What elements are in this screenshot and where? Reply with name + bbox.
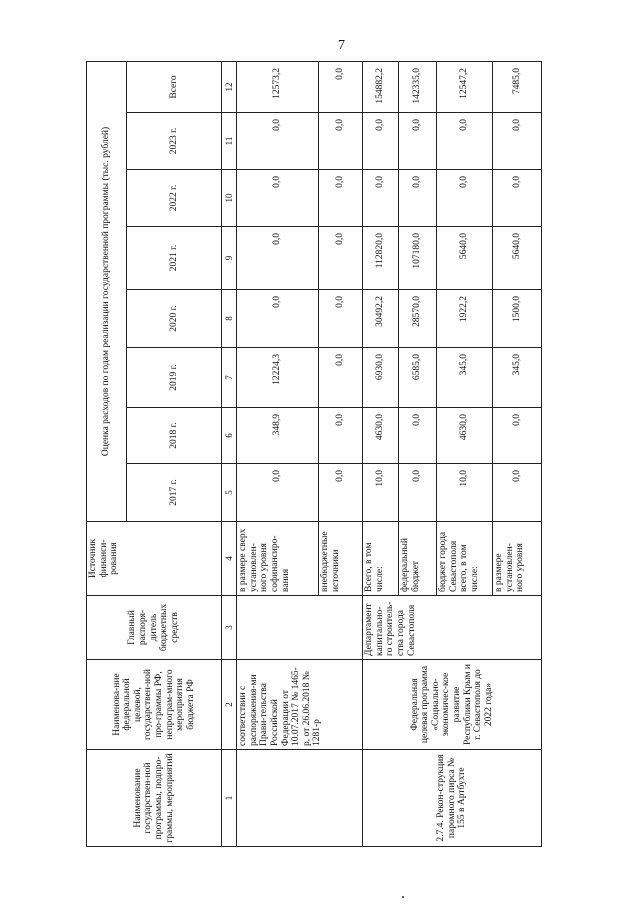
value-cell: 0,0 [399, 408, 437, 464]
value-cell: 348,9 [237, 408, 319, 464]
value-cell: 6585,0 [399, 348, 437, 408]
col-number: 9 [222, 227, 237, 290]
value-cell: 4630,0 [437, 408, 493, 464]
scan-speck [402, 896, 404, 898]
value-cell: 0,0 [237, 227, 319, 290]
header-col2: Наименова-ние федеральной целевой, государствен-ной про-граммы РФ, непрограм-много мероприятия бюджета РФ [87, 660, 222, 750]
source-cell: в размере сверх установлен-ного уровня софинансиро-вания [237, 522, 319, 596]
table-row [237, 61, 319, 846]
value-cell: 0,0 [237, 113, 319, 170]
col-number: 10 [222, 170, 237, 227]
year-2023: 2023 г. [127, 113, 222, 170]
value-cell: 0,0 [319, 170, 363, 227]
value-cell: 345,0 [493, 348, 542, 408]
value-cell: 0,0 [399, 464, 437, 522]
value-cell: 0,0 [493, 464, 542, 522]
value-cell: 154882,2 [363, 61, 399, 112]
value-cell: 0,0 [319, 348, 363, 408]
value-cell: 0,0 [399, 170, 437, 227]
value-cell: 10,0 [437, 464, 493, 522]
value-cell: 12573,2 [237, 61, 319, 112]
value-cell: 0,0 [399, 113, 437, 170]
value-cell: 0,0 [319, 227, 363, 290]
col-number: 4 [222, 522, 237, 596]
value-cell: 5640,0 [437, 227, 493, 290]
continuation-name-cell [237, 750, 363, 847]
value-cell: 4630,0 [363, 408, 399, 464]
value-cell: 5640,0 [493, 227, 542, 290]
value-cell: 0,0 [493, 170, 542, 227]
continuation-manager-cell [237, 596, 363, 660]
value-cell: 107180,0 [399, 227, 437, 290]
col-number: 8 [222, 290, 237, 348]
value-cell: 0,0 [437, 113, 493, 170]
col-number: 1 [222, 750, 237, 847]
value-cell: 10,0 [363, 464, 399, 522]
value-cell: 30492,2 [363, 290, 399, 348]
header-col1: Наименование государствен-ной программы, подпро-граммы, мероприятий [87, 750, 222, 847]
value-cell: 0,0 [493, 408, 542, 464]
value-cell: 0,0 [237, 290, 319, 348]
value-cell: 0,0 [363, 170, 399, 227]
header-col3: Главный распоря-дитель бюджетных средств [87, 596, 222, 660]
year-2019: 2019 г. [127, 348, 222, 408]
header-row [87, 61, 127, 846]
year-2020: 2020 г. [127, 290, 222, 348]
year-2017: 2017 г. [127, 464, 222, 522]
year-2022: 2022 г. [127, 170, 222, 227]
col-number: 5 [222, 464, 237, 522]
value-cell: 0,0 [237, 170, 319, 227]
value-cell: 112820,0 [363, 227, 399, 290]
header-group: Оценка расходов по годам реализации государственной программы (тыс. рублей) [87, 61, 127, 521]
budget-table [86, 61, 542, 847]
value-cell: 0,0 [319, 464, 363, 522]
source-cell: Всего, в том числе: [363, 522, 399, 596]
activity-name: 2.7.4. Рекон-струкция паромного пирса № 155 в Артбухте [363, 750, 542, 847]
value-cell: 0,0 [319, 61, 363, 112]
col-number: 7 [222, 348, 237, 408]
value-cell: 0,0 [319, 113, 363, 170]
col-number: 3 [222, 596, 237, 660]
activity-program: Федеральная целевая программа «Социально-экономичес-кое развитие Республики Крым и г. Севастополя до 2022 года» [363, 660, 542, 750]
value-cell: 0,0 [319, 290, 363, 348]
source-cell: федеральный бюджет [399, 522, 437, 596]
activity-manager: Департамент капитально-го строитель-ства города Севастополя [363, 596, 542, 660]
column-numbers-row [222, 61, 237, 846]
value-cell: 1922,2 [437, 290, 493, 348]
col-number: 12 [222, 61, 237, 112]
year-2018: 2018 г. [127, 408, 222, 464]
value-cell: 28570,0 [399, 290, 437, 348]
header-col4: Источник финанси-рования [87, 522, 222, 596]
page-number: 7 [338, 38, 345, 53]
continuation-text: соответствии с распоряжения-ми Прави-тельства Российской Федерации от 10.07.2017 № 1465-р, от 26.06.2018 № 1281-р [237, 660, 363, 750]
table-row [363, 61, 399, 846]
value-cell: 345,0 [437, 348, 493, 408]
value-cell: 12547,2 [437, 61, 493, 112]
source-cell: бюджет города Севастополя всего, в том числе: [437, 522, 493, 596]
budget-table-rotated [86, 62, 540, 847]
value-cell: 1500,0 [493, 290, 542, 348]
value-cell: 0,0 [437, 170, 493, 227]
value-cell: 0,0 [319, 408, 363, 464]
value-cell: 0,0 [493, 113, 542, 170]
col-number: 11 [222, 113, 237, 170]
source-cell: внебюджетные источники [319, 522, 363, 596]
value-cell: 142335,0 [399, 61, 437, 112]
col-number: 2 [222, 660, 237, 750]
year-2021: 2021 г. [127, 227, 222, 290]
value-cell: 0,0 [363, 113, 399, 170]
value-cell: 0,0 [237, 464, 319, 522]
value-cell: 12224,3 [237, 348, 319, 408]
year-total: Всего [127, 61, 222, 112]
value-cell: 6930,0 [363, 348, 399, 408]
value-cell: 7485,0 [493, 61, 542, 112]
col-number: 6 [222, 408, 237, 464]
source-cell: в размере установлен-ного уровня [493, 522, 542, 596]
